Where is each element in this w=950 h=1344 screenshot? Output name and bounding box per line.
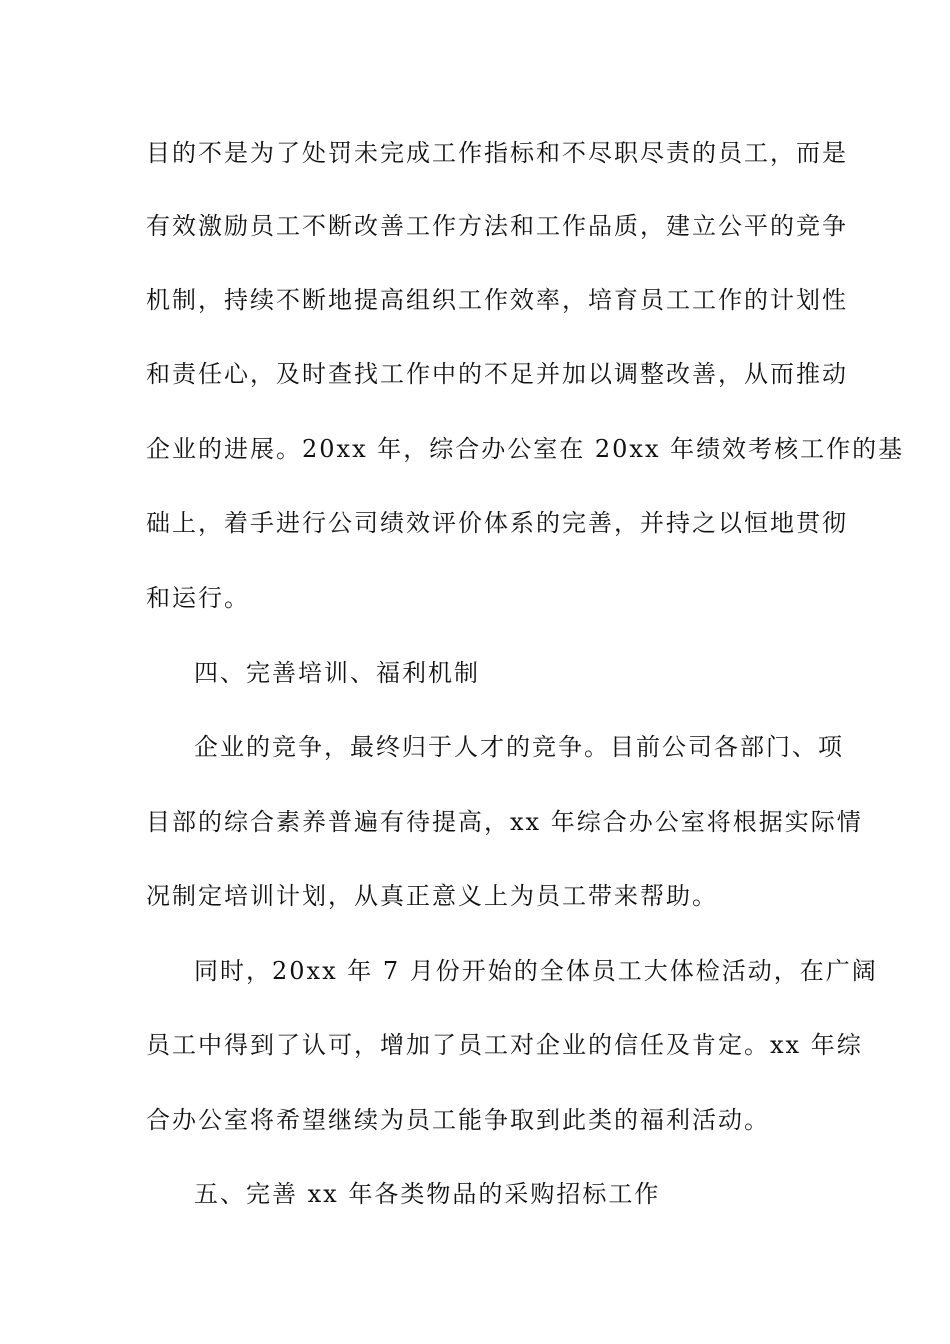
paragraph-line: 有效激励员工不断改善工作方法和工作品质，建立公平的竞争 [146,212,848,240]
paragraph-line: 企业的竞争，最终归于人才的竞争。目前公司各部门、项 [194,733,844,761]
paragraph-line: 机制，持续不断地提高组织工作效率，培育员工工作的计划性 [146,286,848,314]
paragraph-line: 和责任心，及时查找工作中的不足并加以调整改善，从而推动 [146,360,848,388]
paragraph-line: 目的不是为了处罚未完成工作指标和不尽职尽责的员工，而是 [146,139,848,167]
paragraph-line: 员工中得到了认可，增加了员工对企业的信任及肯定。xx 年综 [146,1031,863,1059]
section-heading-4: 四、完善培训、福利机制 [194,659,480,687]
paragraph-line: 和运行。 [146,584,250,612]
paragraph-line: 企业的进展。20xx 年，综合办公室在 20xx 年绩效考核工作的基 [146,435,905,463]
paragraph-line: 础上，着手进行公司绩效评价体系的完善，并持之以恒地贯彻 [146,509,848,537]
paragraph-line: 合办公室将希望继续为员工能争取到此类的福利活动。 [146,1106,770,1134]
section-heading-5: 五、完善 xx 年各类物品的采购招标工作 [194,1180,661,1208]
paragraph-line: 目部的综合素养普遍有待提高，xx 年综合办公室将根据实际情 [146,808,863,836]
paragraph-line: 同时，20xx 年 7 月份开始的全体员工大体检活动，在广阔 [194,957,878,985]
paragraph-line: 况制定培训计划，从真正意义上为员工带来帮助。 [146,882,718,910]
